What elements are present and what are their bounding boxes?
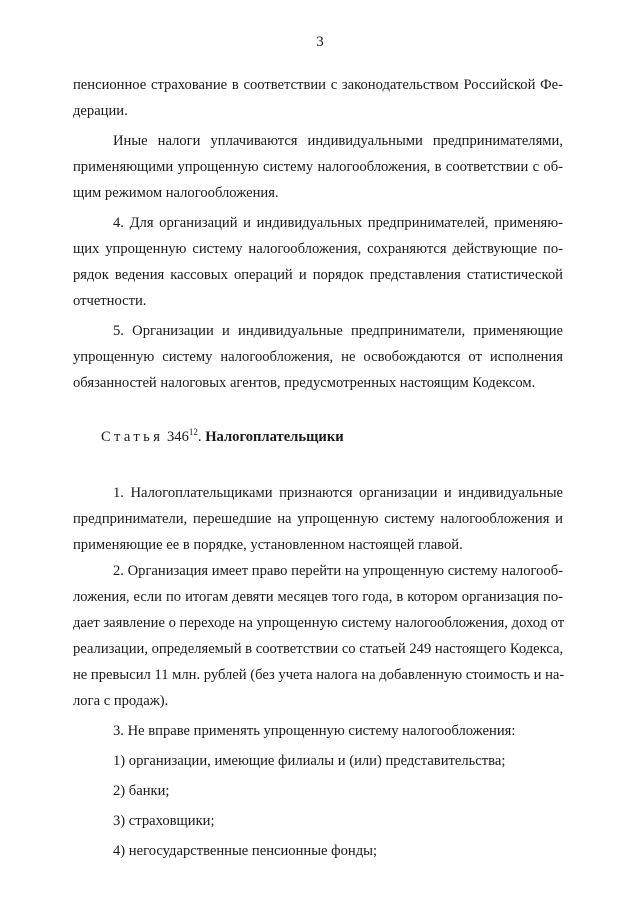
article-heading — [73, 424, 563, 450]
text-line: отчетности. — [73, 293, 147, 309]
page-number: 3 — [316, 34, 324, 50]
paragraph — [73, 558, 563, 714]
text-line: дерации. — [73, 103, 128, 119]
article-number-superscript: 12 — [188, 427, 198, 437]
article-title: Налогоплательщики — [205, 429, 344, 445]
text-line: обязанностей налоговых агентов, предусмотренных настоящим Кодексом. — [73, 375, 536, 391]
article-number: 346 — [167, 429, 189, 445]
text-line: реализации, определяемый в соответствии со статьей 249 настоящего Кодекса, — [73, 641, 564, 657]
paragraph — [73, 128, 563, 206]
text-line: рядок ведения кассовых операций и порядок представления статистической — [73, 267, 563, 283]
text-line: дает заявление о переходе на упрощенную систему налогообложения, доход от — [73, 615, 565, 631]
text-line: ложения, если по итогам девяти месяцев того года, в котором организация по- — [73, 589, 563, 605]
list-item: 4) негосударственные пенсионные фонды; — [113, 843, 378, 859]
text-line: 1. Налогоплательщиками признаются организации и индивидуальные — [113, 485, 563, 501]
text-line: применяющие ее в порядке, установленном настоящей главой. — [73, 537, 463, 553]
list — [73, 718, 563, 864]
text-line: Иные налоги уплачиваются индивидуальными предпринимателями, — [113, 133, 563, 149]
text-line: упрощенную систему налогообложения, не освобождаются от исполнения — [73, 349, 563, 365]
text-line: 4. Для организаций и индивидуальных предпринимателей, применяю- — [113, 215, 563, 231]
paragraph — [73, 210, 563, 314]
text-line: лога с продаж). — [73, 693, 169, 709]
article-dot: . — [197, 429, 202, 445]
text-line: 2. Организация имеет право перейти на упрощенную систему налогооб- — [113, 563, 563, 579]
text-line: щим режимом налогообложения. — [73, 185, 279, 201]
text-line: не превысил 11 млн. рублей (без учета налога на добавленную стоимость и на- — [73, 667, 565, 683]
article-word: Статья — [101, 429, 164, 445]
paragraph — [73, 72, 563, 124]
document-body — [73, 72, 563, 864]
paragraph — [73, 480, 563, 558]
list-item: 3. Не вправе применять упрощенную систему налогообложения: — [113, 723, 516, 739]
text-line: 5. Организации и индивидуальные предприниматели, применяющие — [113, 323, 563, 339]
list-item: 1) организации, имеющие филиалы и (или) представительства; — [113, 753, 506, 769]
text-line: пенсионное страхование в соответствии с законодательством Российской Фе- — [73, 77, 563, 93]
paragraph — [73, 318, 563, 396]
list-item: 2) банки; — [113, 783, 170, 799]
text-line: предприниматели, перешедшие на упрощенную систему налогообложения и — [73, 511, 563, 527]
text-line: щих упрощенную систему налогообложения, сохраняются действующие по- — [73, 241, 563, 257]
list-item: 3) страховщики; — [113, 813, 215, 829]
text-line: применяющими упрощенную систему налогообложения, в соответствии с об- — [73, 159, 563, 175]
